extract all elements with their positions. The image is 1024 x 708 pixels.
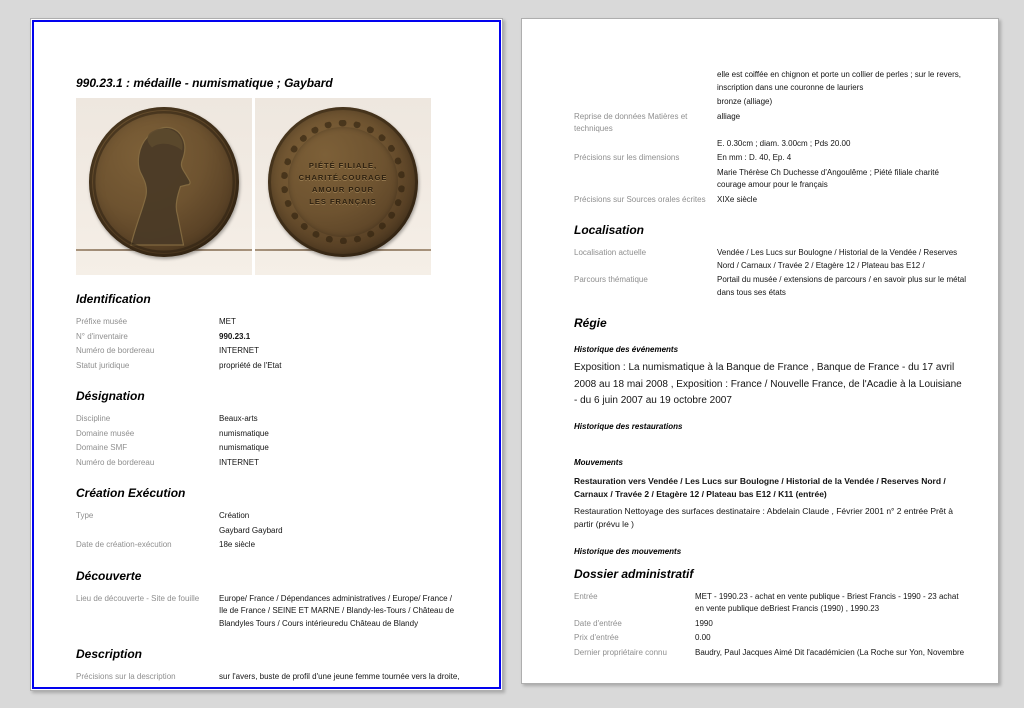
field-row [574,167,966,192]
medal-reverse-photo [255,98,431,275]
section-heading-dossier: Dossier administratif [574,566,694,581]
field-label: Précisions sur les dimensions [574,153,680,162]
field-label: Précisions sur la description [76,672,176,681]
field-row [574,152,966,165]
inscription-line: LES FRANÇAIS [309,196,377,206]
field-row [574,618,966,631]
field-value: numismatique [219,428,269,438]
field-value: 18e siècle [219,540,256,549]
field-row [76,428,462,441]
subheading-historique-restaurations: Historique des restaurations [574,421,683,431]
field-value: Création [219,511,250,520]
field-value: MET - 1990.23 - achat en vente publique - Briest Francis - 1990 - 23 achat en vente publique deBriest Francis (1990) , 1990.23 [695,591,959,613]
field-value: 0.00 [695,633,711,642]
field-value: Portail du musée / extensions de parcours / en savoir plus sur le métal dans tous ses états [717,275,967,297]
field-label: Statut juridique [76,360,130,370]
field-label: Date d'entrée [574,618,622,628]
record-title: 990.23.1 : médaille - numismatique ; Gaybard [76,76,333,90]
field-row [574,69,966,94]
field-value: elle est coiffée en chignon et porte un collier de perles ; sur le revers, inscription dans une couronne de lauriers [717,70,961,92]
section-heading-decouverte: Découverte [76,568,142,583]
portrait-bust-silhouette [89,107,239,257]
field-value: propriété de l'Etat [219,360,282,370]
field-label: N° d'inventaire [76,331,128,341]
field-label: Prix d'entrée [574,633,619,642]
field-label: Numéro de bordereau [76,346,155,355]
field-row [574,647,966,660]
field-row [76,525,462,538]
subheading-historique-mouvements: Historique des mouvements [574,546,682,556]
field-value: XIXe siècle [717,194,758,204]
field-value: INTERNET [219,457,259,467]
field-row [76,539,462,552]
subheading-historique-evenements: Historique des événements [574,345,679,354]
field-label: Localisation actuelle [574,248,647,257]
field-row [574,591,966,616]
section-heading-creation: Création Exécution [76,486,186,500]
subheading-mouvements: Mouvements [574,457,623,467]
field-value: Marie Thérèse Ch Duchesse d'Angoulême ; Piété filiale charité courage amour pour le français [717,167,939,189]
field-value: Europe/ France / Dépendances administratives / Europe/ France / Ile de France / SEINE ET MARNE / Blandy-les-Tours / Château de Blandyles Tours / Cours intérieuredu Château de Blandy [219,593,455,628]
medal-inscription [268,107,418,257]
inscription-line: CHARITÉ.COURAGE [298,172,388,182]
field-label: Lieu de découverte - Site de fouille [76,593,200,603]
field-value: E. 0.30cm ; diam. 3.00cm ; Pds 20.00 [717,138,851,148]
section-heading-description: Description [76,647,143,661]
field-row [574,632,966,645]
section-heading-regie: Régie [574,316,607,330]
field-row [574,274,966,299]
field-value: INTERNET [219,346,259,355]
field-row [574,247,966,272]
field-value: En mm : D. 40, Ep. 4 [717,153,792,162]
mouvements-detail-paragraph: Restauration Nettoyage des surfaces destinataire : Abdelain Claude , Février 2001 n° 2 entrée Prêt à partir (prévu le ) [574,505,954,529]
field-label: Discipline [76,414,111,423]
field-label: Date de création-exécution [76,540,172,549]
field-value: MET [219,317,236,326]
field-row [76,442,462,455]
field-value: bronze (alliage) [717,97,773,106]
field-label: Parcours thématique [574,275,648,284]
field-row [76,360,462,373]
field-label: Reprise de données Matières et techniques [574,111,688,133]
document-page-1[interactable] [30,18,503,691]
field-row [76,457,462,470]
medal-reverse [268,107,418,257]
document-page-2[interactable] [521,18,999,684]
inscription-line: AMOUR POUR [311,184,375,194]
section-heading-localisation: Localisation [574,223,645,237]
field-value: Beaux-arts [219,414,258,423]
field-label: Précisions sur Sources orales écrites [574,194,706,204]
field-row [574,96,966,109]
field-value: 990.23.1 [219,331,251,341]
field-label: Préfixe musée [76,317,128,326]
field-row [76,510,462,523]
field-label: Numéro de bordereau [76,457,155,467]
field-label: Dernier propriétaire connu [574,647,667,657]
field-value: Vendée / Les Lucs sur Boulogne / Historial de la Vendée / Reserves Nord / Carnaux / Travée 2 / Etagère 12 / Plateau bas E12 / [717,248,958,270]
field-value: alliage [717,111,741,121]
field-row [76,331,462,344]
field-row [76,413,462,426]
field-label: Entrée [574,591,598,601]
field-row [574,194,966,207]
field-label: Type [76,511,94,520]
mouvements-destination-paragraph: Restauration vers Vendée / Les Lucs sur Boulogne / Historial de la Vendée / Reserves Nord / Carnaux / Travée 2 / Etagère 12 / Plateau bas E12 / K11 (entrée) [574,475,946,499]
section-heading-identification: Identification [76,292,151,306]
field-row [76,345,462,358]
field-value: numismatique [219,443,269,452]
field-value: Baudry, Paul Jacques Aimé Dit l'académicien (La Roche sur Yon, Novembre [695,647,965,657]
field-value: 1990 [695,618,713,628]
field-value: Gaybard Gaybard [219,525,283,535]
medal-obverse [89,107,239,257]
field-label: Domaine SMF [76,443,128,452]
medal-obverse-photo [76,98,252,275]
field-label: Domaine musée [76,428,135,438]
field-row [574,138,966,151]
inscription-line: PIÉTÉ FILIALE, [308,160,378,170]
field-row [76,593,462,631]
section-heading-designation: Désignation [76,389,145,403]
evenements-paragraph: Exposition : La numismatique à la Banque de France , Banque de France - du 17 avril 2008 au 18 mai 2008 , Exposition : France / Nouvelle France, de l'Acadie à la Louisiane - du 6 juin 2007 au 19 octobre 2007 [574,362,962,406]
field-row [574,111,966,136]
field-value: sur l'avers, buste de profil d'une jeune femme tournée vers la droite, [219,672,460,681]
field-row [76,316,462,329]
field-row [76,671,462,684]
medal-photos [76,98,462,275]
